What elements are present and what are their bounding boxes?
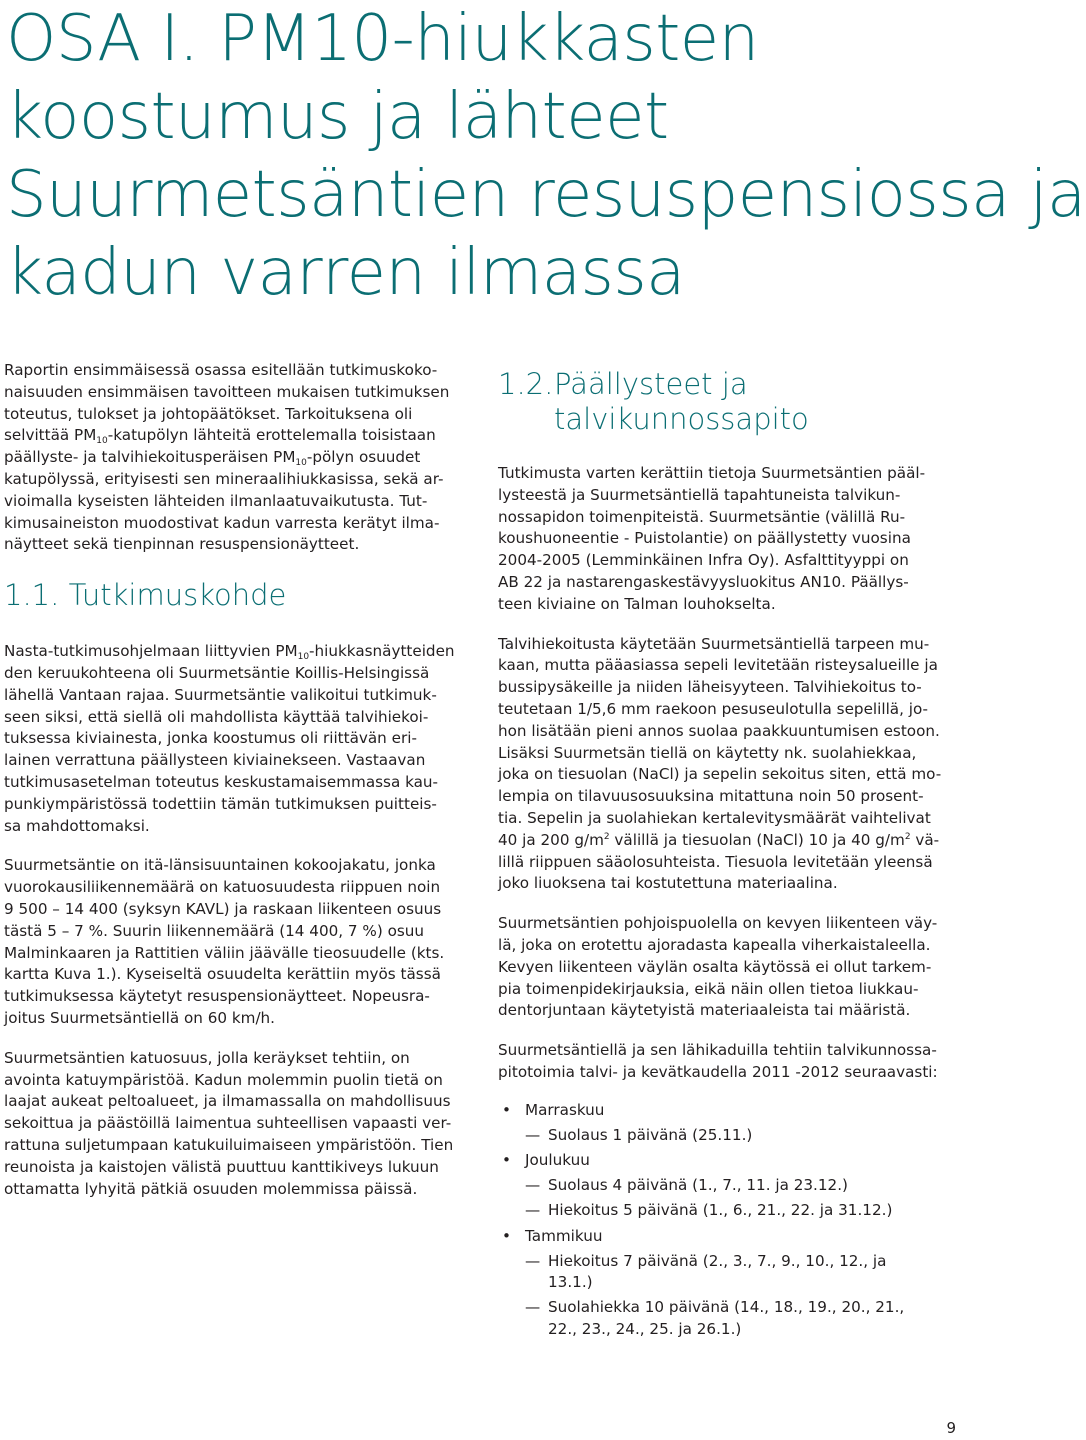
text-line: Raportin ensimmäisessä osassa esitellään tutkimuskoko- — [4, 361, 438, 379]
sub-list — [525, 1125, 956, 1147]
maintenance-list — [498, 1100, 956, 1341]
month-label: Marraskuu — [525, 1100, 605, 1119]
text-line: kaan, mutta pääasiassa sepeli levitetään risteysalueille ja — [498, 656, 938, 675]
text-line: kimusaineiston muodostivat kadun varresta kerätyt ilma- — [4, 513, 440, 532]
text-line: 9 500 – 14 400 (syksyn KAVL) ja raskaan liikenteen osuus — [4, 899, 442, 918]
text-line: lä, joka on erotettu ajoradasta kapealla viherkaistaleella. — [498, 935, 931, 954]
text-line: rattuna suljetumpaan katukuiluimaiseen ympäristöön. Tien — [4, 1135, 454, 1154]
text-line: Suurmetsäntien katuosuus, jolla keräykset tehtiin, on — [4, 1048, 410, 1067]
list-item-month — [498, 1100, 956, 1147]
text-line: teutetaan 1/5,6 mm raekoon pesuseulotulla sepelillä, jo- — [498, 699, 929, 718]
text-line: tuksessa kiviainesta, jonka koostumus oli riittävän eri- — [4, 729, 417, 748]
page-title — [6, 0, 1086, 312]
text-line: avointa katuympäristöä. Kadun molemmin puolin tietä on — [4, 1070, 443, 1089]
section-title: Tutkimuskohde — [68, 578, 287, 613]
text-line: teen kiviaine on Talman louhokselta. — [498, 594, 776, 613]
text-line: dentorjuntaan käytetyistä materiaaleista tai määristä. — [498, 1001, 911, 1020]
text-line: päällyste- ja talvihiekoitusperäisen $PM_{10}$-pölyn osuudet — [4, 448, 421, 469]
section-number: 1.2. — [498, 367, 554, 401]
intro-paragraph — [4, 360, 460, 556]
text-line: lempia on tilavuusosuuksina mitattuna noin 50 prosent- — [498, 787, 924, 806]
text-line: tia. Sepelin ja suolahiekan kertalevitysmäärät vaihtelivat — [498, 808, 931, 827]
paragraph-pavement — [498, 463, 956, 616]
text-line: sa mahdottomaksi. — [4, 816, 150, 835]
page-number: 9 — [946, 1419, 956, 1437]
paragraph-traffic — [4, 855, 460, 1029]
list-item: — Hiekoitus 5 päivänä (1., 6., 21., 22. ja 31.12.) — [525, 1200, 956, 1222]
text-line: toteutus, tulokset ja johtopäätökset. Tarkoituksena oli — [4, 404, 413, 423]
text-line: tutkimusasetelman toteutus keskustamaisemmassa kau- — [4, 772, 439, 791]
title-line: Suurmetsäntien resuspensiossa ja — [6, 158, 1086, 232]
list-item: — Suolaus 4 päivänä (1., 7., 11. ja 23.12.) — [525, 1175, 956, 1197]
text-line: Suurmetsäntiellä ja sen lähikaduilla tehtiin talvikunnossa- — [498, 1041, 937, 1060]
section-heading-1-2 — [498, 367, 956, 437]
section-title-line: Päällysteet ja — [554, 367, 748, 401]
section-number: 1.1. — [4, 578, 60, 613]
text-line: lainen verrattuna päällysteen kiviainekseen. Vastaavan — [4, 751, 426, 770]
text-line: bussipysäkeille ja niiden läheisyyteen. Talvihiekoitus to- — [498, 678, 922, 697]
right-column — [498, 360, 956, 1345]
title-line: koostumus ja lähteet — [6, 80, 669, 154]
left-column — [4, 360, 460, 1218]
text-line: reunoista ja kaistojen välistä puuttuu kanttikiveys lukuun — [4, 1157, 439, 1176]
text-line: sekoittua ja päästöillä laimentua suhteellisen vapaasti ver- — [4, 1114, 452, 1133]
text-line: lähellä Vantaan rajaa. Suurmetsäntie valikoitui tutkimuk- — [4, 685, 437, 704]
text-line: kartta Kuva 1.). Kyseiseltä osuudelta kerättiin myös tässä — [4, 965, 441, 984]
text-line: Kevyen liikenteen väylän osalta käytössä ei ollut tarkem- — [498, 957, 932, 976]
text-line: näytteet sekä tienpinnan resuspensionäytteet. — [4, 535, 360, 554]
paragraph-maintenance-intro — [498, 1040, 956, 1084]
list-item: — Suolaus 1 päivänä (25.11.) — [525, 1125, 956, 1147]
list-item: — Suolahiekka 10 päivänä (14., 18., 19., 20., 21., 22., 23., 24., 25. ja 26.1.) — [525, 1297, 956, 1341]
text-line: Tutkimusta varten kerättiin tietoja Suurmetsäntien pääl- — [498, 464, 926, 482]
text-line: koushuoneentie - Puistolantie) on päällystetty vuosina — [498, 529, 911, 548]
text-line: laajat aukeat peltoalueet, ja ilmamassalla on mahdollisuus — [4, 1092, 451, 1111]
title-line: kadun varren ilmassa — [6, 236, 685, 310]
text-line: Lisäksi Suurmetsän tiellä on käytetty nk. suolahiekkaa, — [498, 743, 917, 762]
text-line: 40 ja 200 $g/m^2$ välillä ja tiesuolan (NaCl) 10 ja 40 $g/m^2$ vä- — [498, 830, 940, 849]
subscript: 10 — [295, 458, 307, 469]
list-item: — Hiekoitus 7 päivänä (2., 3., 7., 9., 10., 12., ja 13.1.) — [525, 1251, 956, 1295]
text-line: katupölyssä, erityisesti sen mineraalihiukkasissa, sekä ar- — [4, 469, 444, 488]
title-line: OSA I. PM10-hiukkasten — [6, 2, 759, 76]
text-line: naisuuden ensimmäisen tavoitteen mukaisen tutkimuksen — [4, 382, 450, 401]
text-line: tutkimuksessa käytetyt resuspensionäytteet. Nopeusra- — [4, 987, 430, 1006]
text-line: tästä 5 – 7 %. Suurin liikennemäärä (14 400, 7 %) osuu — [4, 921, 425, 940]
paragraph-winter-sanding — [498, 634, 956, 896]
text-line: ottamatta lyhyitä pätkiä osuuden molemmissa päissä. — [4, 1179, 418, 1198]
paragraph-study-site — [4, 641, 460, 837]
sub-list — [525, 1251, 956, 1341]
text-line: den keruukohteena oli Suurmetsäntie Koillis-Helsingissä — [4, 663, 430, 682]
list-item-month — [498, 1150, 956, 1221]
text-line: vuorokausiliikennemäärä on katuosuudesta riippuen noin — [4, 878, 441, 897]
sub-list — [525, 1175, 956, 1222]
text-line: Malminkaaren ja Rattitien väliin jäävälle tieosuudelle (kts. — [4, 943, 445, 962]
text-line: seen siksi, että siellä oli mahdollista käyttää talvihiekoi- — [4, 707, 429, 726]
text-line: joka on tiesuolan (NaCl) ja sepelin sekoitus siten, että mo- — [498, 765, 942, 784]
section-title-line: talvikunnossapito — [554, 402, 809, 436]
month-label: Tammikuu — [525, 1226, 603, 1245]
text-line: Talvihiekoitusta käytetään Suurmetsäntiellä tarpeen mu- — [498, 634, 930, 653]
text-line: Suurmetsäntien pohjoispuolella on kevyen liikenteen väy- — [498, 914, 938, 933]
paragraph-environment — [4, 1048, 460, 1201]
text-line: hon lisätään pieni annos suolaa paakkuuntumisen estoon. — [498, 721, 940, 740]
text-line: Suurmetsäntie on itä-länsisuuntainen kokoojakatu, jonka — [4, 856, 436, 875]
section-heading-1-1 — [4, 578, 460, 613]
superscript: 2 — [603, 831, 610, 842]
superscript: 2 — [904, 831, 911, 842]
text-line: 2004-2005 (Lemminkäinen Infra Oy). Asfalttityyppi on — [498, 551, 909, 570]
text-line: lillä riippuen sääolosuhteista. Tiesuola levitetään yleensä — [498, 852, 933, 871]
text-line: Nasta-tutkimusohjelmaan liittyvien $PM_{10}$-hiukkasnäytteiden — [4, 642, 455, 663]
text-line: nossapidon toimenpiteistä. Suurmetsäntie (välillä Ru- — [498, 507, 906, 526]
subscript: 10 — [297, 652, 310, 663]
text-line: pitotoimia talvi- ja kevätkaudella 2011 -2012 seuraavasti: — [498, 1062, 938, 1081]
list-item-month — [498, 1226, 956, 1341]
month-label: Joulukuu — [525, 1151, 590, 1170]
text-line: joitus Suurmetsäntiellä on 60 km/h. — [4, 1008, 276, 1027]
subscript: 10 — [96, 436, 108, 447]
text-line: lysteestä ja Suurmetsäntiellä tapahtuneista talvikun- — [498, 485, 901, 504]
text-line: AB 22 ja nastarengaskestävyysluokitus AN10. Päällys- — [498, 572, 909, 591]
text-line: selvittää $PM_{10}$-katupölyn lähteitä erottelemalla toisistaan — [4, 426, 436, 447]
text-line: pia toimenpidekirjauksia, eikä näin ollen tietoa liukkau- — [498, 979, 919, 998]
text-line: vioimalla kyseisten lähteiden ilmanlaatuvaikutusta. Tut- — [4, 491, 428, 510]
text-line: joko liuoksena tai kostutettuna materiaalina. — [498, 874, 838, 893]
text-line: punkiympäristössä todettiin tämän tutkimuksen puitteis- — [4, 794, 437, 813]
paragraph-pedestrian-path — [498, 913, 956, 1022]
